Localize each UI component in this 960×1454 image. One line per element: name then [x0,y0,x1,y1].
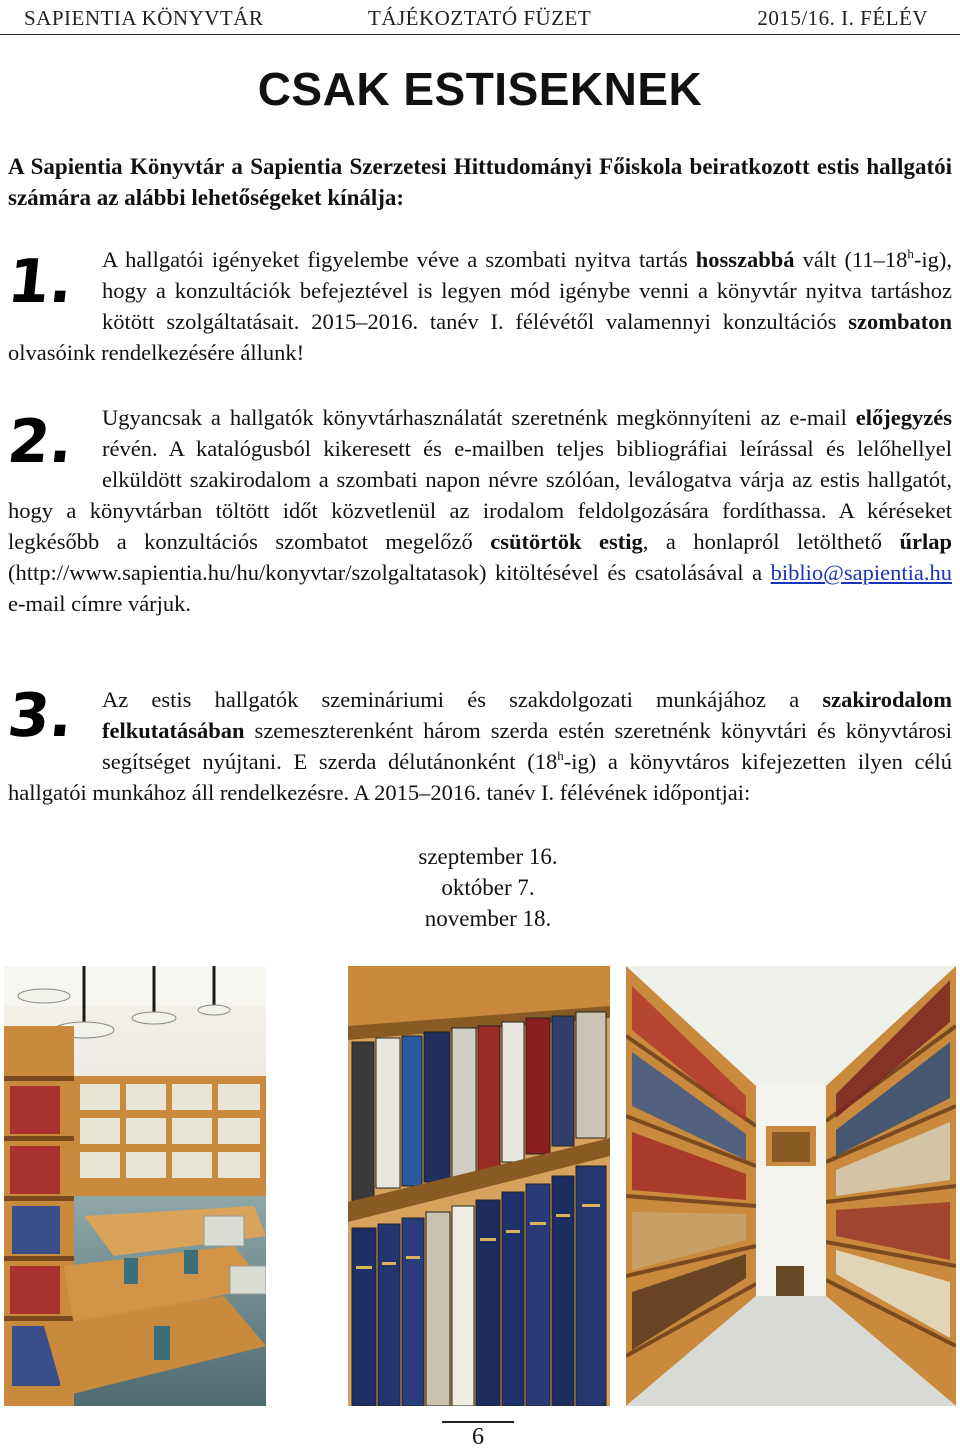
header-semester: 2015/16. I. FÉLÉV [757,6,928,30]
page-title: CSAK ESTISEKNEK [257,63,703,115]
section-3 [4,681,953,808]
section-number-1: 1. [4,247,77,317]
section-number-2: 2. [4,407,77,477]
date-1: szeptember 16. [418,844,558,869]
footer-rule [442,1421,514,1423]
email-link[interactable]: biblio@sapientia.hu [770,560,952,585]
date-2: október 7. [441,875,535,900]
section-3-text: Az estis hallgatók szemináriumi és szakdolgozati munkájához a szakirodalom felkutatásában szemeszterenként három szerda estén szeretnénk könyvtári és könyvtárosi segítséget nyújtani. E szerda délutánonként (18$^h$-ig) a könyvtáros kifejezetten ilyen célú hallgatói munkához áll rendelkezésre. A 2015–2016. tanév I. félévének időpontjai: [8,687,953,805]
intro-paragraph: A Sapientia Könyvtár a Sapientia Szerzetesi Hittudományi Főiskola beiratkozott estis hallgatói számára az alábbi lehetőségeket kínálja: [8,154,952,210]
header-library-name: SAPIENTIA KÖNYVTÁR [24,6,264,30]
section-number-3: 3. [4,681,77,751]
photo-shelf-corridor [626,966,956,1406]
consultation-dates [0,841,960,934]
section-1-text: A hallgatói igényeket figyelembe véve a szombati nyitva tartás hosszabbá vált (11–18$^h$-ig), hogy a konzultációk befejeztével is legyen mód igénybe venni a könyvtár nyitva tartáshoz kötött szolgáltatásait. 2015–2016. tanév I. félévétől valamennyi konzultációs szombaton olvasóink rendelkezésére állunk! [8,246,952,365]
date-3: november 18. [424,906,552,931]
section-2 [4,402,953,619]
header-booklet-title: TÁJÉKOZTATÓ FÜZET [368,6,592,30]
running-header [0,0,960,35]
page-number: 6 [472,1424,484,1450]
section-2-text: Ugyancsak a hallgatók könyvtárhasználatát szeretnénk megkönnyíteni az e-mail előjegyzés révén. A katalógusból kikeresett és e-mailben teljes bibliográfiai leírással és lelőhellyel elküldött szakirodalom a szombati napon névre szólóan, leválogatva várja az estis hallgatót, hogy a könyvtárban töltött időt közvetlenül az irodalom feldolgozására fordíthassa. A kéréseket legkésőbb a konzultációs szombatot megelőző csütörtök estig, a honlapról letölthető űrlap (http://www.sapientia.hu/hu/konyvtar/szolgaltatasok) kitöltésével és csatolásával a biblio@sapientia.hu e-mail címre várjuk. [8,405,953,616]
section-1 [4,244,952,368]
photo-book-spines [348,966,610,1406]
photo-reading-room [4,966,266,1406]
